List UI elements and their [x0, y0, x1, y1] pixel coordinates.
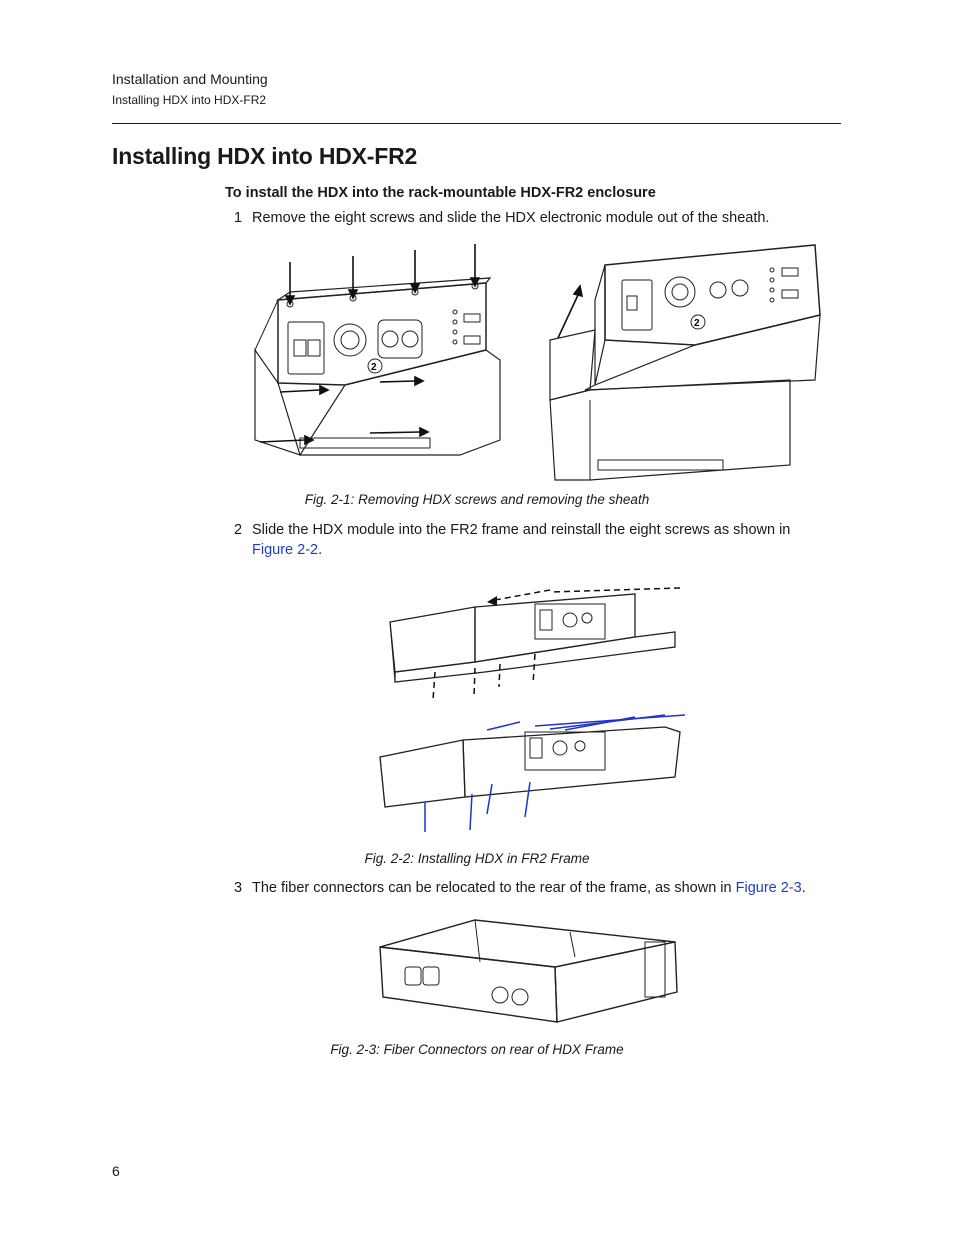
figure-2-3-illustration	[375, 912, 685, 1027]
step-number: 1	[234, 210, 243, 226]
page-title: Installing HDX into HDX-FR2	[112, 143, 418, 169]
running-header-chapter: Installation and Mounting	[112, 71, 268, 87]
figure-2-2-illustration	[375, 582, 695, 842]
figure-2-3-link[interactable]: Figure 2-3	[735, 880, 802, 896]
figure-2-2-link[interactable]: Figure 2-2	[252, 542, 319, 558]
hdx-frame-rear	[380, 920, 677, 1022]
figure-2-3-caption: Fig. 2-3: Fiber Connectors on rear of HDX Frame	[330, 1042, 624, 1057]
figure-2-1-illustration	[250, 240, 830, 485]
step-text: Remove the eight screws and slide the HDX electronic module out of the sheath.	[252, 210, 770, 226]
hdx-module-right	[550, 245, 820, 480]
fr2-frame-upper	[390, 594, 675, 682]
arrow-head	[487, 596, 497, 606]
step-text: Slide the HDX module into the FR2 frame and reinstall the eight screws as shown in Figure 2-2.	[252, 522, 791, 558]
removal-arrows-left	[260, 244, 479, 444]
step-2	[234, 520, 834, 562]
procedure-heading: To install the HDX into the rack-mountable HDX-FR2 enclosure	[225, 185, 656, 201]
step-number: 2	[234, 522, 243, 538]
header-divider	[112, 123, 841, 124]
step-3	[234, 878, 834, 898]
step-1	[234, 208, 834, 228]
fr2-frame-lower	[380, 727, 680, 807]
step-text: The fiber connectors can be relocated to the rear of the frame, as shown in Figure 2-3.	[252, 880, 806, 896]
figure-2-2-caption: Fig. 2-2: Installing HDX in FR2 Frame	[364, 851, 590, 866]
hdx-module-left	[255, 278, 500, 455]
figure-2-1-caption: Fig. 2-1: Removing HDX screws and removing the sheath	[304, 492, 650, 507]
install-arrows-upper	[433, 588, 680, 700]
step-number: 3	[234, 880, 243, 896]
svg-text:2: 2	[694, 318, 700, 329]
figure-badge: 2	[371, 362, 377, 373]
running-header-section: Installing HDX into HDX-FR2	[112, 93, 267, 107]
page-number: 6	[112, 1163, 120, 1179]
slide-out-arrow	[558, 286, 582, 338]
